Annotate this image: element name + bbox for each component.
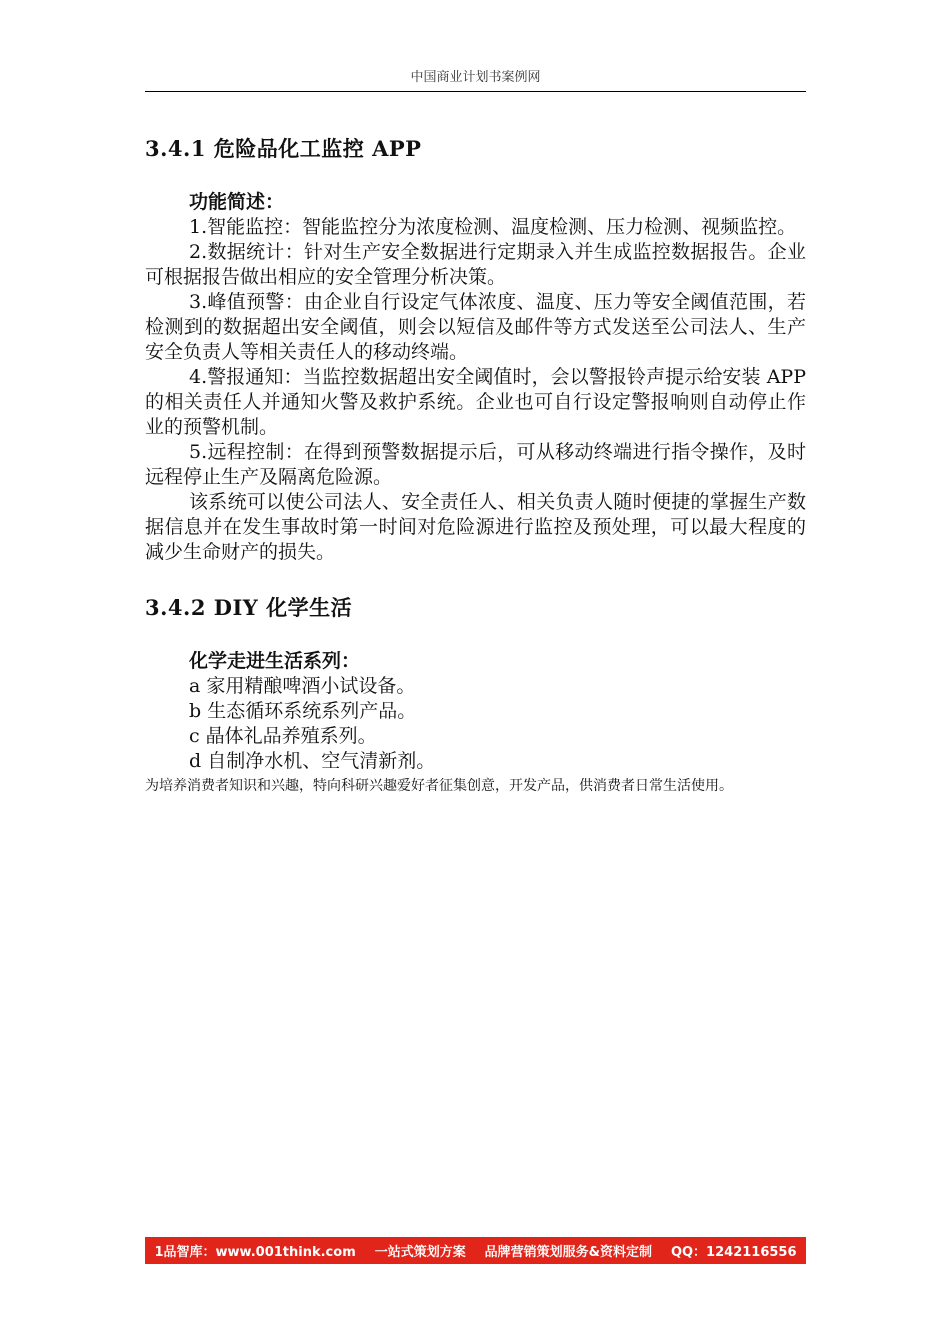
section-title-3-4-1: 3.4.1 危险品化工监控 APP: [145, 136, 422, 161]
note-paragraph: 为培养消费者知识和兴趣，特向科研兴趣爱好者征集创意，开发产品，供消费者日常生活使用。: [145, 778, 733, 794]
footer-slogan: 一站式策划方案: [374, 1245, 466, 1260]
paragraph-system-summary: 该系统可以使公司法人、安全责任人、相关负责人随时便捷的掌握生产数据信息并在发生事故时第一时间对危险源进行监控及预处理，可以最大程度的减少生命财产的损失。: [145, 491, 806, 563]
footer-banner: [145, 1237, 806, 1264]
footer-site-link[interactable]: 1品智库：www.001think.com: [154, 1245, 356, 1260]
paragraph-alarm-notification: 4.警报通知：当监控数据超出安全阈值时，会以警报铃声提示给安装 APP 的相关责任人并通知火警及救护系统。企业也可自行设定警报响则自动停止作业的预警机制。: [145, 366, 806, 438]
list-item: c 晶体礼品养殖系列。: [189, 725, 377, 747]
list-item: a 家用精酿啤酒小试设备。: [189, 675, 416, 697]
footer-qq: QQ：1242116556: [670, 1245, 797, 1260]
chemistry-series-heading: 化学走进生活系列：: [189, 650, 361, 672]
document-body: [145, 132, 806, 798]
paragraph-peak-warning: 3.峰值预警：由企业自行设定气体浓度、温度、压力等安全阈值范围，若检测到的数据超出安全阈值，则会以短信及邮件等方式发送至公司法人、生产安全负责人等相关责任人的移动终端。: [145, 291, 806, 363]
list-item: d 自制净水机、空气清新剂。: [189, 750, 436, 772]
paragraph-remote-control: 5.远程控制：在得到预警数据提示后，可从移动终端进行指令操作，及时远程停止生产及隔离危险源。: [145, 441, 806, 488]
footer-service: 品牌营销策划服务&资料定制: [484, 1245, 652, 1260]
section-title-3-4-2: 3.4.2 DIY 化学生活: [145, 595, 353, 620]
paragraph-data-statistics: 2.数据统计：针对生产安全数据进行定期录入并生成监控数据报告。企业可根据报告做出相应的安全管理分析决策。: [145, 241, 806, 288]
feature-overview-heading: 功能简述：: [189, 191, 285, 213]
list-item: b 生态循环系统系列产品。: [189, 700, 417, 722]
paragraph-smart-monitoring: 1.智能监控：智能监控分为浓度检测、温度检测、压力检测、视频监控。: [189, 216, 797, 238]
page-header: 中国商业计划书案例网: [145, 66, 806, 92]
